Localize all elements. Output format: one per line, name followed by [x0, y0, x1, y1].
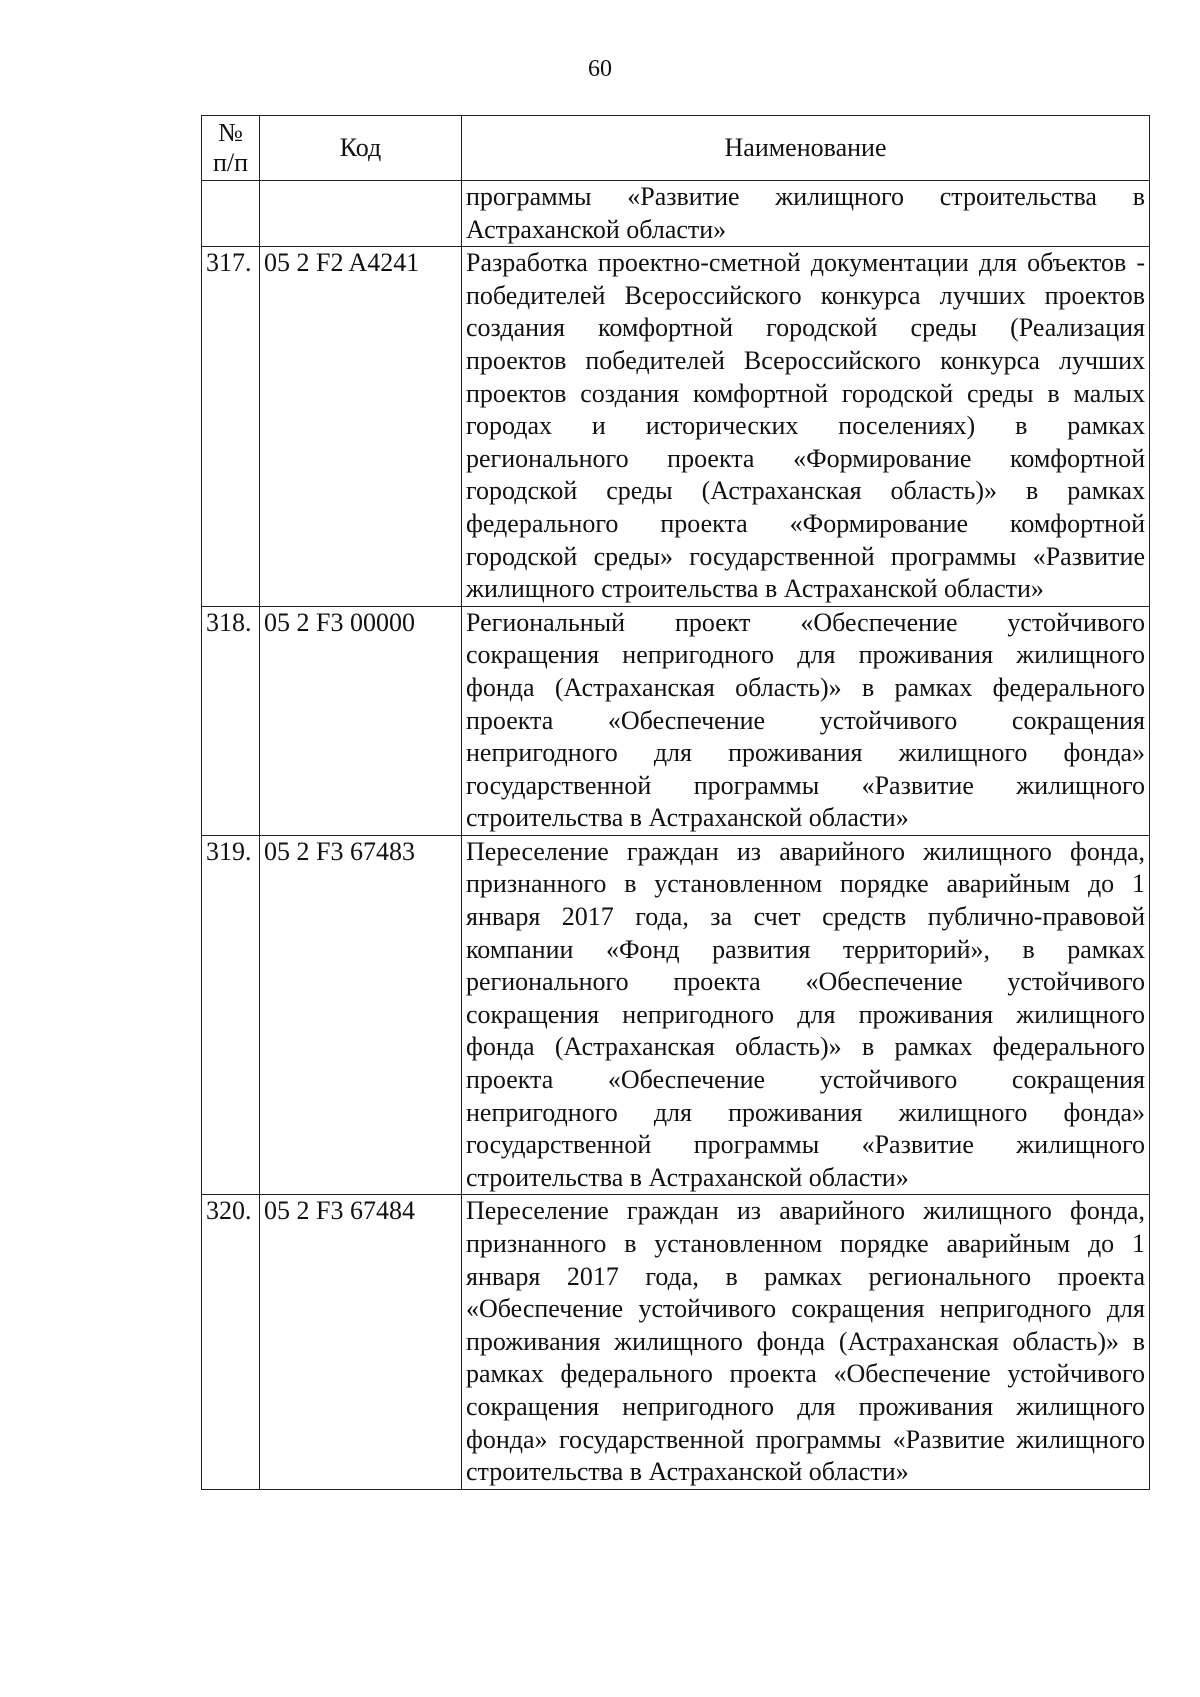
row-code: 05 2 F3 67483	[260, 835, 462, 1195]
header-num-label: № п/п	[212, 118, 249, 177]
budget-code-table	[201, 115, 1150, 1490]
row-num: 317.	[202, 247, 260, 607]
row-code: 05 2 F2 A4241	[260, 247, 462, 607]
row-name: Региональный проект «Обеспечение устойчивого сокращения непригодного для проживания жилищного фонда (Астраханская область)» в рамках федерального проекта «Обеспечение устойчивого сокращения непригодного для проживания жилищного фонда» государственной программы «Развитие жилищного строительства в Астраханской области»	[462, 606, 1150, 835]
table-header-row	[202, 116, 1150, 181]
row-num: 318.	[202, 606, 260, 835]
table-row	[202, 181, 1150, 247]
header-code-label: Код	[339, 133, 382, 162]
header-name-label: Наименование	[724, 133, 887, 162]
row-code	[260, 181, 462, 247]
header-code	[260, 116, 462, 181]
row-code: 05 2 F3 67484	[260, 1195, 462, 1489]
row-name: Переселение граждан из аварийного жилищного фонда, признанного в установленном порядке аварийным до 1 января 2017 года, за счет средств публично-правовой компании «Фонд развития территорий», в рамках регионального проекта «Обеспечение устойчивого сокращения непригодного для проживания жилищного фонда (Астраханская область)» в рамках федерального проекта «Обеспечение устойчивого сокращения непригодного для проживания жилищного фонда» государственной программы «Развитие жилищного строительства в Астраханской области»	[462, 835, 1150, 1195]
row-num: 319.	[202, 835, 260, 1195]
table-row	[202, 247, 1150, 607]
row-name: Разработка проектно-сметной документации для объектов - победителей Всероссийского конкурса лучших проектов создания комфортной городской среды (Реализация проектов победителей Всероссийского конкурса лучших проектов создания комфортной городской среды в малых городах и исторических поселениях) в рамках регионального проекта «Формирование комфортной городской среды (Астраханская область)» в рамках федерального проекта «Формирование комфортной городской среды» государственной программы «Развитие жилищного строительства в Астраханской области»	[462, 247, 1150, 607]
row-name: программы «Развитие жилищного строительства в Астраханской области»	[462, 181, 1150, 247]
table-row	[202, 606, 1150, 835]
row-num	[202, 181, 260, 247]
table-row	[202, 1195, 1150, 1489]
header-num	[202, 116, 260, 181]
page-number: 60	[588, 56, 612, 82]
row-num: 320.	[202, 1195, 260, 1489]
header-name	[462, 116, 1150, 181]
table-row	[202, 835, 1150, 1195]
row-code: 05 2 F3 00000	[260, 606, 462, 835]
row-name: Переселение граждан из аварийного жилищного фонда, признанного в установленном порядке аварийным до 1 января 2017 года, в рамках регионального проекта «Обеспечение устойчивого сокращения непригодного для проживания жилищного фонда (Астраханская область)» в рамках федерального проекта «Обеспечение устойчивого сокращения непригодного для проживания жилищного фонда» государственной программы «Развитие жилищного строительства в Астраханской области»	[462, 1195, 1150, 1489]
